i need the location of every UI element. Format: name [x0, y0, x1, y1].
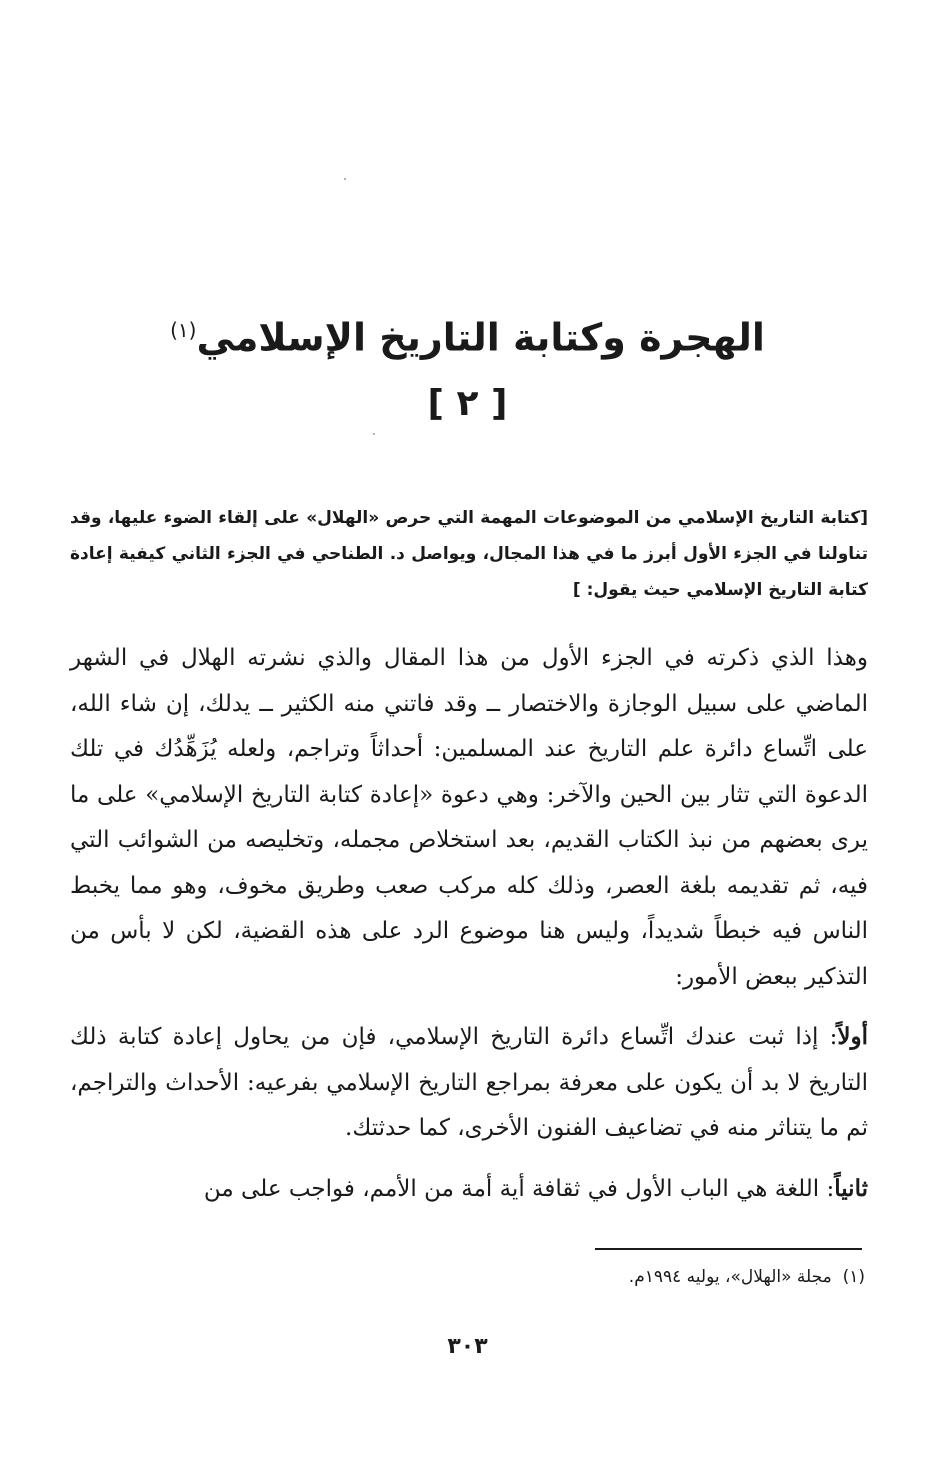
- title-footnote-marker: (١): [170, 318, 197, 342]
- footnote: [300, 1262, 865, 1292]
- page-number: ٣٠٣: [447, 1334, 488, 1359]
- paragraph-2: [70, 1014, 868, 1152]
- chapter-heading: [0, 300, 935, 434]
- paragraph-3-lead: ثانياً: [834, 1174, 868, 1202]
- footnote-divider: [595, 1248, 862, 1250]
- paragraph-2-text: : إذا ثبت عندك اتِّساع دائرة التاريخ الإسلامي، فإن من يحاول إعادة كتابة ذلك التاريخ لا بد أن يكون على معرفة بمراجع التاريخ الإسلامي بفرعيه: الأحداث والتراجم، ثم ما يتناثر منه في تضاعيف الفنون الأخرى، كما حدثتك.: [70, 1024, 868, 1141]
- paragraph-1-text: وهذا الذي ذكرته في الجزء الأول من هذا المقال والذي نشرته الهلال في الشهر الماضي على سبيل الوجازة والاختصار ــ وقد فاتني منه الكثير ــ يدلك، إن شاء الله، على اتِّساع دائرة علم التاريخ عند المسلمين: أحداثاً وتراجم، ولعله يُزَهِّدُك في تلك الدعوة التي تثار بين الحين والآخر: وهي دعوة «إعادة كتابة التاريخ الإسلامي» على ما يرى بعضهم من نبذ الكتاب القديم، بعد استخلاص مجمله، وتخليصه من الشوائب التي فيه، ثم تقديمه بلغة العصر، وذلك كله مركب صعب وطريق مخوف، وهو مما يخبط الناس فيه خبطاً شديداً، وليس هنا موضوع الرد على هذه القضية، لكن لا بأس من التذكير ببعض الأمور:: [70, 645, 868, 990]
- paragraph-1: [70, 636, 868, 1000]
- paragraph-2-lead: أولاً: [837, 1023, 868, 1050]
- chapter-title: [0, 300, 935, 368]
- article-body: [70, 636, 868, 1226]
- editor-intro-note: [كتابة التاريخ الإسلامي من الموضوعات المهمة التي حرص «الهلال» على إلقاء الضوء عليها، وقد تناولنا في الجزء الأول أبرز ما في هذا المجال، ويواصل د. الطناحي في الجزء الثاني كيفية إعادة كتابة التاريخ الإسلامي حيث يقول: ]: [70, 508, 868, 600]
- paragraph-3: [70, 1166, 868, 1213]
- footnote-text: مجلة «الهلال»، يوليه ١٩٩٤م.: [628, 1267, 832, 1287]
- chapter-title-text: الهجرة وكتابة التاريخ الإسلامي: [196, 315, 765, 360]
- footnote-marker: (١): [842, 1267, 865, 1287]
- part-number: [ ٢ ]: [427, 382, 508, 424]
- paragraph-3-text: : اللغة هي الباب الأول في ثقافة أية أمة من الأمم، فواجب على من: [203, 1175, 835, 1202]
